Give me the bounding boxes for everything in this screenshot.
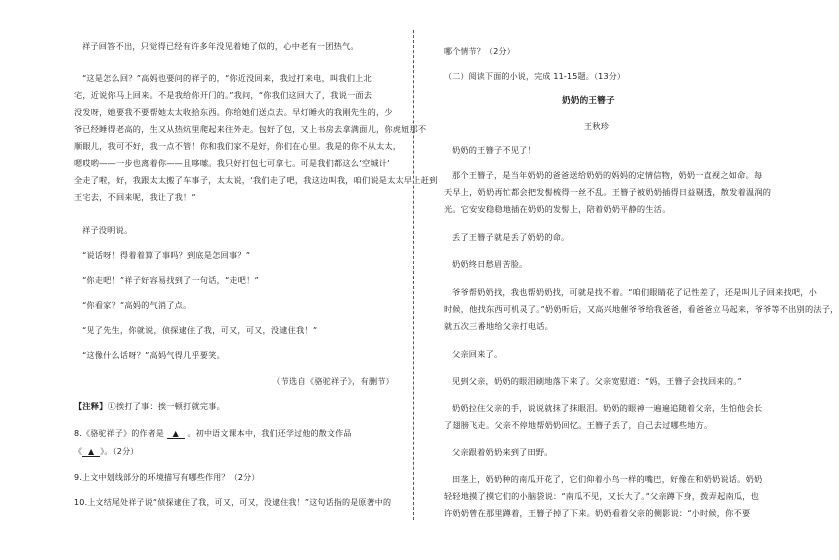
question-8	[74, 428, 352, 439]
story-line: 了翅膀飞走。父亲不停地帮奶奶回忆。王簪子丢了，自己去过哪些地方。	[444, 420, 713, 430]
question-10: 10.上文结尾处祥子说“侦探逮住了我，可又，可又，没逮住我！”这句话指的是原著中的	[74, 498, 392, 507]
question-9: 9.上文中划线部分的环境描写有哪些作用？（2分）	[74, 473, 260, 482]
story-title: 奶奶的王簪子	[562, 96, 615, 106]
column-divider	[413, 30, 414, 520]
text-line: 祥子没明说。	[82, 225, 133, 235]
story-line: 轻轻地摸了摸它们的小脑袋说：“南瓜不见，又长大了。”父亲蹲下身，拨弄起南瓜，也	[444, 491, 760, 501]
story-line: 光。它安安稳稳地插在奶奶的发髻上，陪着奶奶平静的生活。	[444, 204, 671, 214]
text-line: “这是怎么回？”高妈也要问的祥子的，“你近没回来，我过打来电，叫我们上北	[82, 73, 372, 83]
story-line: 那个王簪子，是当年奶奶的爸爸送给奶奶的妈妈的定情信物，奶奶一直视之如命。每	[452, 170, 763, 180]
text-line: 没发呀，她要我不要帮她太太收拾东西。你给她们送点去。早灯睡火的我刚先生的，少	[74, 107, 393, 117]
story-line: 奶奶的王簪子不见了！	[452, 145, 536, 155]
dialogue-line: “见了先生，你就说，侦探逮住了我，可又，可又，没逮住我！”	[82, 325, 318, 335]
story-author: 王秋珍	[584, 121, 610, 131]
story-line: 见到父亲，奶奶的眼泪刷地落下来了。父亲宽慰道：“妈，王簪子会找回来的。”	[452, 376, 742, 386]
annotation-text: ①挨打了事：挨一顿打就完事。	[107, 401, 225, 411]
dialogue-line: “说话呀！得着着算了事吗？到底是怎回事？”	[82, 250, 251, 260]
text-line: 宅，近说你马上回来。不是我给你开门的。”我问，“你我们这回大了，我说一面去	[74, 90, 373, 100]
question-8-cont	[74, 446, 139, 457]
annotation-label: 【注释】	[74, 401, 108, 411]
story-line: 天早上，奶奶再忙都会把发髻梳得一丝不乱。王簪子被奶奶插得日益剔透，散发着温润的	[444, 187, 772, 197]
dialogue-line: “你看家？”高妈的气消了点。	[82, 300, 192, 310]
source-note: （节选自《骆驼祥子》，有删节）	[272, 376, 394, 386]
dialogue-line: “这像什么话呀？”高妈气得几乎要笑。	[82, 350, 225, 360]
story-line: 奶奶拉住父亲的手，说说就抹了抹眼泪。奶奶的眼神一遍遍追随着父亲，生怕他会长	[452, 403, 763, 413]
answer-blank[interactable]: ▲	[167, 429, 185, 439]
question-8-text: 《	[74, 447, 83, 456]
story-line: 奶奶终日愁眉苦脸。	[452, 259, 528, 269]
text-line: 王宅去，不回来呢，我让了我！”	[74, 192, 196, 202]
story-line: 父亲跟着奶奶来到了田野。	[452, 447, 553, 457]
story-line: 丢了王簪子就是丢了奶奶的命。	[452, 232, 570, 242]
section-heading: （二）阅读下面的小说，完成 11-15题。（13分）	[444, 72, 626, 81]
story-line: 时候，他找东西可机灵了。”奶奶听后，又高兴地催爷爷给我爸爸，看爸爸立马起来，爷爷等不出别的法子，	[444, 304, 839, 314]
question-8-text: 。初中语文课本中，我们还学过他的散文作品	[187, 429, 352, 438]
story-line: 爷爷帮奶奶找，我也帮奶奶找，可就是找不着。“咱们眼睛花了记性差了，还是叫儿子回来找吧，小	[452, 287, 818, 297]
story-line: 许奶奶曾在那里蹲着，王簪子掉了下来。奶奶看着父亲的侧影说：“小时候，你不要	[444, 508, 751, 518]
annotation	[74, 401, 225, 412]
question-10-cont: 哪个情节？（2分）	[444, 47, 515, 56]
text-line: 爷已经睡得老高的，生又从热炕里爬起来往外走。包好了包，又上书房去拿满面儿，你虎妞那不	[74, 124, 427, 134]
story-line: 田垄上，奶奶种的南瓜开花了，它们仰着小鸟一样的嘴巴，好像在和奶奶说话。奶奶	[452, 474, 763, 484]
story-line: 就五次三番地给父亲打电话。	[444, 321, 554, 331]
question-8-text: 》。（2分）	[100, 447, 139, 456]
text-line: 嗯哎哟——一步也离着你——且哆嗦。我只好打包七可拿七。可是我们都这么‘空城计’	[74, 158, 390, 168]
answer-blank[interactable]: ▲	[82, 447, 100, 457]
question-8-text: 8.《骆驼祥子》的作者是	[74, 429, 165, 438]
text-line: 全走了啦，好，我跟太太搬了车事子，太太说，‘我们走了吧，我这边叫我，咱们说是太太早上赶到	[74, 175, 438, 185]
dialogue-line: “你走吧！”祥子好容易找到了一句话，“走吧！”	[82, 275, 259, 285]
story-line: 父亲回来了。	[452, 349, 503, 359]
text-line: 顺眼儿，我可不好，我一点不管！你和我们家不是好，你们在心里。我是的你不从太太，	[74, 141, 402, 151]
text-line: 祥子回答不出，只觉得已经有许多年没见着她了似的，心中老有一团热气。	[82, 41, 359, 51]
